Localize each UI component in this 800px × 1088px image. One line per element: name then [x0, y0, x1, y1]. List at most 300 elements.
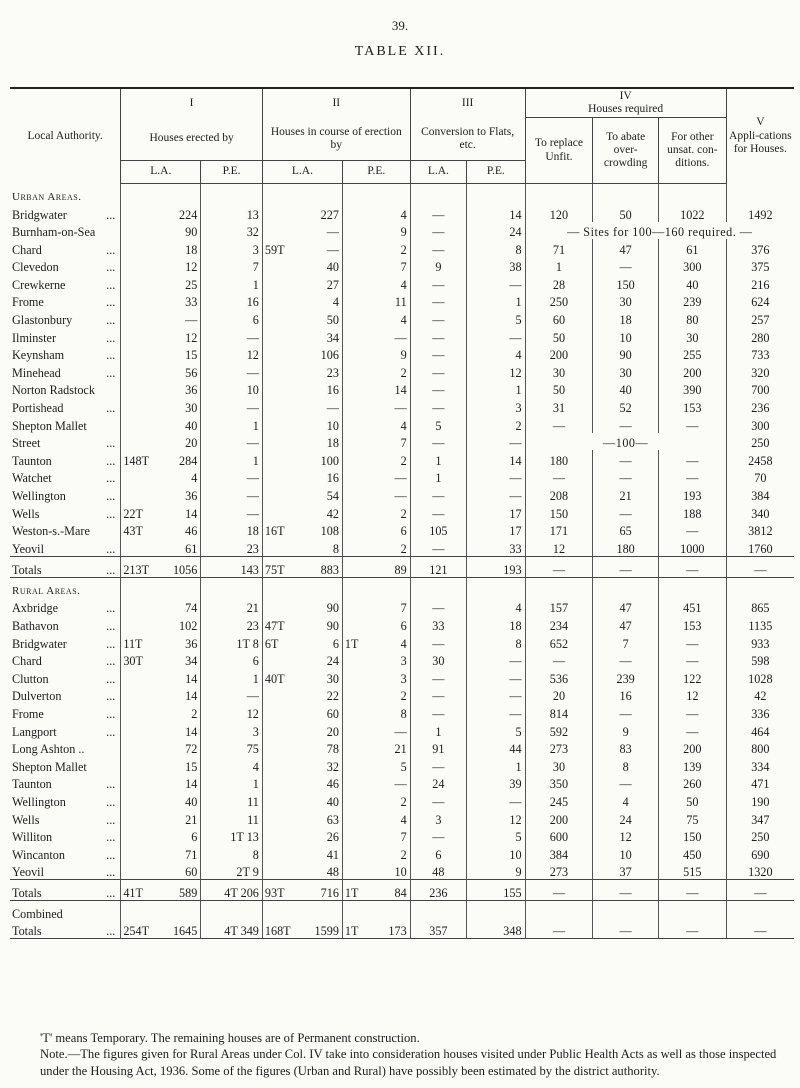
- cell-c2a: —: [293, 222, 342, 240]
- cell-c1p: [121, 598, 154, 616]
- authority-name: [10, 538, 121, 556]
- cell-c5: 2458: [748, 453, 773, 468]
- cell-c2q: [342, 485, 363, 503]
- header-col3-num: III: [410, 88, 525, 118]
- cell-c2b: 3: [363, 651, 410, 669]
- cell-c4b: —: [593, 450, 659, 468]
- housing-table: [10, 87, 794, 939]
- cell-c1p: [121, 415, 154, 433]
- empty-cell: [726, 577, 794, 598]
- cell-c1p: [121, 433, 154, 451]
- cell-c4a: 1: [525, 257, 593, 275]
- table-title: TABLE XII.: [354, 44, 446, 59]
- authority-name: [10, 721, 121, 739]
- leader-dots: ...: [106, 689, 116, 704]
- authority-name: [10, 921, 121, 939]
- cell-c1p: [121, 668, 154, 686]
- cell-c5: 42: [754, 689, 767, 704]
- table-header: [10, 88, 794, 183]
- cell-c3a: —: [410, 538, 466, 556]
- cell-c1b: 16: [201, 292, 263, 310]
- cell-c2a: 40: [293, 791, 342, 809]
- cell-c4a: 171: [525, 521, 593, 539]
- cell-c2p: 75T: [262, 556, 293, 577]
- cell-c4a: 536: [525, 668, 593, 686]
- cell-c2p: 16T: [264, 524, 285, 539]
- rural-row: [10, 844, 794, 862]
- cell-c3a: —: [410, 380, 466, 398]
- cell-c1a: 74: [154, 598, 201, 616]
- cell-c1a: 102: [154, 615, 201, 633]
- cell-c3b: 44: [467, 739, 525, 757]
- empty-cell: [201, 183, 263, 204]
- cell-c2b: —: [363, 774, 410, 792]
- cell-c2p: 168T: [262, 921, 293, 939]
- rural-totals-row: [10, 880, 794, 901]
- cell-c2p: [262, 485, 293, 503]
- cell-c1p: [121, 739, 154, 757]
- cell-c1p: [121, 756, 154, 774]
- cell-c2b: 6: [363, 615, 410, 633]
- authority-label: Frome: [12, 295, 44, 310]
- cell-c4a: 200: [525, 345, 593, 363]
- leader-dots: ...: [106, 313, 116, 328]
- cell-c2p: [262, 809, 293, 827]
- cell-c5: 733: [751, 348, 770, 363]
- cell-c2b: —: [363, 397, 410, 415]
- cell-c3a: —: [410, 433, 466, 451]
- cell-c5: 375: [751, 260, 770, 275]
- header-col1-title: Houses erected by: [121, 118, 263, 161]
- empty-cell: [293, 901, 342, 922]
- combined-label-row: [10, 901, 794, 922]
- cell-c3a: —: [410, 327, 466, 345]
- cell-c4c: 260: [658, 774, 726, 792]
- cell-c2p: [262, 380, 293, 398]
- cell-c3b: 193: [467, 556, 525, 577]
- leader-dots: ...: [106, 777, 116, 792]
- cell-c1p: 213T: [121, 556, 154, 577]
- cell-c4c: 12: [658, 686, 726, 704]
- authority-name: [10, 345, 121, 363]
- cell-c2a: 16: [293, 468, 342, 486]
- cell-c2p: [262, 791, 293, 809]
- cell-c1a: 20: [154, 433, 201, 451]
- rural-row: [10, 809, 794, 827]
- cell-c3a: —: [410, 274, 466, 292]
- cell-c2q: [342, 222, 363, 240]
- cell-c4c: 61: [658, 239, 726, 257]
- empty-cell: [726, 901, 794, 922]
- cell-c3b: 3: [467, 397, 525, 415]
- cell-c5: 1320: [748, 865, 773, 880]
- authority-name: [10, 668, 121, 686]
- leader-dots: ...: [106, 471, 116, 486]
- authority-label: Street: [12, 436, 41, 451]
- leader-dots: ...: [106, 636, 116, 651]
- header-col1-num: I: [121, 88, 263, 118]
- cell-c3a: —: [410, 686, 466, 704]
- cell-c1b: 4T 349: [201, 921, 263, 939]
- cell-c1p: 30T: [123, 654, 143, 669]
- cell-c3b: —: [467, 485, 525, 503]
- cell-c2a: 18: [293, 433, 342, 451]
- cell-c2b: 9: [363, 222, 410, 240]
- cell-c3a: —: [410, 239, 466, 257]
- section-heading: Rural Areas.: [10, 577, 121, 598]
- cell-c2b: 9: [363, 345, 410, 363]
- empty-cell: [293, 183, 342, 204]
- cell-c4a: 157: [525, 598, 593, 616]
- cell-c3b: 4: [467, 598, 525, 616]
- authority-label: Keynsham: [12, 348, 65, 363]
- header-col5: [726, 88, 794, 183]
- leader-dots: ...: [106, 330, 116, 345]
- leader-dots: ...: [106, 541, 116, 556]
- cell-c4c: —: [658, 703, 726, 721]
- cell-c5: 471: [751, 777, 770, 792]
- cell-c3b: —: [467, 668, 525, 686]
- cell-c3b: —: [467, 274, 525, 292]
- empty-cell: [410, 901, 466, 922]
- cell-c2q: [342, 615, 363, 633]
- cell-c2b: —: [363, 485, 410, 503]
- empty-cell: [410, 577, 466, 598]
- authority-label: Yeovil: [12, 541, 44, 556]
- cell-c5: 336: [751, 706, 770, 721]
- cell-c2b: 21: [363, 739, 410, 757]
- leader-dots: ...: [106, 242, 116, 257]
- cell-c4a: 31: [525, 397, 593, 415]
- empty-cell: [262, 577, 293, 598]
- cell-c2a: 54: [293, 485, 342, 503]
- rural-row: [10, 791, 794, 809]
- leader-dots: ...: [106, 794, 116, 809]
- authority-name: [10, 433, 121, 451]
- cell-c2q: [342, 362, 363, 380]
- cell-c4c: —: [658, 633, 726, 651]
- cell-c1b: 143: [201, 556, 263, 577]
- cell-c1a: 90: [154, 222, 201, 240]
- cell-c3a: —: [410, 598, 466, 616]
- cell-c4c: 390: [658, 380, 726, 398]
- leader-dots: ...: [106, 260, 116, 275]
- authority-label: Bathavon: [12, 618, 59, 633]
- cell-c2a: 10: [293, 415, 342, 433]
- cell-c1a: 224: [154, 204, 201, 222]
- empty-cell: [262, 901, 293, 922]
- authority-name: [10, 791, 121, 809]
- cell-c4b: 21: [593, 485, 659, 503]
- cell-c3a: —: [410, 292, 466, 310]
- cell-c1a: 14: [154, 774, 201, 792]
- cell-c2a: 108: [293, 521, 342, 539]
- cell-c4c: 75: [658, 809, 726, 827]
- cell-c2p: [262, 703, 293, 721]
- leader-dots: ...: [106, 436, 116, 451]
- cell-c2q: [342, 827, 363, 845]
- cell-c1a: 72: [154, 739, 201, 757]
- authority-name: [10, 756, 121, 774]
- cell-c4c: 300: [658, 257, 726, 275]
- cell-c2p: [262, 862, 293, 880]
- authority-label: Burnham-on-Sea: [12, 225, 96, 240]
- header-col3-title: Conversion to Flats, etc.: [410, 118, 525, 161]
- cell-c4a: 384: [525, 844, 593, 862]
- cell-c2a: 24: [293, 651, 342, 669]
- leader-dots: ...: [106, 812, 116, 827]
- cell-c4c: —: [658, 468, 726, 486]
- cell-c3a: —: [410, 791, 466, 809]
- cell-c5: 800: [751, 742, 770, 757]
- empty-cell: [201, 577, 263, 598]
- cell-c1b: 21: [201, 598, 263, 616]
- spanned-note: — Sites for 100—160 required. —: [567, 225, 753, 240]
- cell-c2a: 90: [293, 615, 342, 633]
- cell-c4a: 245: [525, 791, 593, 809]
- cell-c2p: [262, 503, 293, 521]
- cell-c1a: 36: [154, 380, 201, 398]
- urban-row: [10, 485, 794, 503]
- cell-c3b: 1: [467, 380, 525, 398]
- empty-cell: [342, 577, 363, 598]
- cell-c4a: 250: [525, 292, 593, 310]
- rural-row: [10, 827, 794, 845]
- cell-c1b: 1: [201, 415, 263, 433]
- cell-c3b: 9: [467, 862, 525, 880]
- empty-cell: [525, 183, 593, 204]
- cell-c2q: [342, 668, 363, 686]
- cell-c2a: 26: [293, 827, 342, 845]
- cell-c2a: 40: [293, 257, 342, 275]
- urban-row: [10, 204, 794, 222]
- cell-c4a: 592: [525, 721, 593, 739]
- authority-name: [10, 739, 121, 757]
- cell-c2b: 2: [363, 362, 410, 380]
- cell-c4a: —: [525, 556, 593, 577]
- cell-c4b: 12: [593, 827, 659, 845]
- cell-c1p: [121, 721, 154, 739]
- authority-name: [10, 633, 121, 651]
- cell-c3a: 3: [410, 809, 466, 827]
- cell-c2a: 27: [293, 274, 342, 292]
- cell-c3b: 4: [467, 345, 525, 363]
- cell-c3b: 38: [467, 257, 525, 275]
- cell-c2a: 42: [293, 503, 342, 521]
- cell-c4a: 50: [525, 380, 593, 398]
- cell-c2a: —: [293, 239, 342, 257]
- cell-c2b: —: [363, 468, 410, 486]
- cell-c2q: [342, 756, 363, 774]
- authority-name: [10, 327, 121, 345]
- cell-c1a: 36: [154, 485, 201, 503]
- cell-c1b: —: [201, 503, 263, 521]
- cell-c1a: 34: [154, 651, 201, 669]
- cell-c1b: 1: [201, 450, 263, 468]
- cell-c5: 1028: [748, 671, 773, 686]
- cell-c5: 334: [751, 759, 770, 774]
- cell-c2a: 32: [293, 756, 342, 774]
- header-col3-la: L.A.: [410, 160, 466, 183]
- rural-row: [10, 703, 794, 721]
- cell-c1p: [121, 774, 154, 792]
- empty-cell: [363, 901, 410, 922]
- cell-c5: 347: [751, 812, 770, 827]
- leader-dots: ...: [106, 865, 116, 880]
- empty-cell: [154, 183, 201, 204]
- cell-c1b: 23: [201, 615, 263, 633]
- header-col2-num: II: [262, 88, 410, 118]
- empty-cell: [525, 901, 593, 922]
- combined-label: Combined: [10, 901, 121, 922]
- cell-c2q: [342, 415, 363, 433]
- cell-c5: —: [726, 921, 794, 939]
- cell-c2b: 3: [363, 668, 410, 686]
- cell-c1b: 32: [201, 222, 263, 240]
- cell-c1p: 41T: [121, 880, 154, 901]
- cell-c2b: 11: [363, 292, 410, 310]
- cell-c3b: —: [467, 651, 525, 669]
- cell-c2q: [342, 598, 363, 616]
- header-col1-la: L.A.: [121, 160, 201, 183]
- cell-c2a: 60: [293, 703, 342, 721]
- leader-dots: ...: [106, 277, 116, 292]
- cell-c3b: 5: [467, 827, 525, 845]
- cell-c1b: 13: [201, 204, 263, 222]
- authority-name: [10, 703, 121, 721]
- cell-c3a: —: [410, 503, 466, 521]
- cell-c5: 300: [751, 418, 770, 433]
- cell-c5: 624: [751, 295, 770, 310]
- cell-c1p: [121, 844, 154, 862]
- cell-c2q: [342, 538, 363, 556]
- cell-c3a: 48: [410, 862, 466, 880]
- cell-c4b: 9: [593, 721, 659, 739]
- cell-c4b: 10: [593, 327, 659, 345]
- cell-c2a: 16: [293, 380, 342, 398]
- cell-c2b: 4: [363, 415, 410, 433]
- cell-c2p: [262, 739, 293, 757]
- cell-c4c: 80: [658, 310, 726, 328]
- cell-c1p: [121, 239, 154, 257]
- cell-c5: 250: [751, 830, 770, 845]
- cell-c1b: —: [201, 433, 263, 451]
- cell-c4b: 4: [593, 791, 659, 809]
- authority-label: Bridgwater: [12, 636, 67, 651]
- cell-c3b: 33: [467, 538, 525, 556]
- cell-c4c: 40: [658, 274, 726, 292]
- cell-c2p: [262, 327, 293, 345]
- cell-c2q: [342, 292, 363, 310]
- cell-c2q: [342, 791, 363, 809]
- cell-c1p: [121, 397, 154, 415]
- cell-c1a: 2: [154, 703, 201, 721]
- cell-c1p: [121, 827, 154, 845]
- cell-c3b: 14: [467, 204, 525, 222]
- cell-c2a: —: [293, 397, 342, 415]
- cell-c3b: 8: [467, 633, 525, 651]
- cell-c2b: 7: [363, 827, 410, 845]
- cell-c3b: 12: [467, 809, 525, 827]
- urban-row: [10, 274, 794, 292]
- cell-c4c: 1000: [658, 538, 726, 556]
- authority-label: Frome: [12, 706, 44, 721]
- urban-row: [10, 380, 794, 398]
- cell-c1a: 25: [154, 274, 201, 292]
- authority-label: Yeovil: [12, 865, 44, 880]
- cell-c2q: [342, 651, 363, 669]
- leader-dots: ...: [106, 654, 116, 669]
- leader-dots: ...: [106, 295, 116, 310]
- cell-c3b: 1: [467, 756, 525, 774]
- empty-cell: [121, 183, 154, 204]
- cell-c4b: —: [593, 651, 659, 669]
- cell-c2b: 2: [363, 450, 410, 468]
- cell-c1b: —: [201, 327, 263, 345]
- cell-c2b: 5: [363, 756, 410, 774]
- cell-c2p: [262, 292, 293, 310]
- leader-dots: ...: [106, 830, 116, 845]
- cell-c1a: 14: [154, 686, 201, 704]
- cell-c5: 340: [751, 506, 770, 521]
- cell-c4b: 90: [593, 345, 659, 363]
- cell-c4b: —: [593, 468, 659, 486]
- authority-label: Taunton: [12, 453, 52, 468]
- cell-c5: 933: [751, 636, 770, 651]
- cell-c5: 3812: [748, 524, 773, 539]
- cell-c1p: [121, 380, 154, 398]
- cell-c4a: 350: [525, 774, 593, 792]
- authority-label: Clutton: [12, 671, 49, 686]
- authority-name: [10, 651, 121, 669]
- cell-c1p: [121, 862, 154, 880]
- cell-c4a: —: [525, 880, 593, 901]
- header-col2-la: L.A.: [262, 160, 342, 183]
- empty-cell: [593, 183, 659, 204]
- cell-c1a: 12: [154, 327, 201, 345]
- cell-c3b: 8: [467, 239, 525, 257]
- cell-c2a: 50: [293, 310, 342, 328]
- cell-c4b: 30: [593, 362, 659, 380]
- cell-c2p: [262, 222, 293, 240]
- cell-c1b: —: [201, 485, 263, 503]
- spanned-note: —100—: [525, 433, 726, 451]
- cell-c1p: [121, 292, 154, 310]
- cell-c5: 1760: [726, 538, 794, 556]
- cell-c4c: 255: [658, 345, 726, 363]
- cell-c2p: 93T: [262, 880, 293, 901]
- cell-c4b: —: [593, 921, 659, 939]
- cell-c4b: 50: [593, 204, 659, 222]
- leader-dots: ...: [106, 506, 116, 521]
- leader-dots: ...: [106, 365, 116, 380]
- urban-row: [10, 397, 794, 415]
- cell-c2p: [262, 844, 293, 862]
- header-col4a: To replace Unfit.: [525, 118, 593, 184]
- cell-c2b: 173: [363, 921, 410, 939]
- cell-c1b: 3: [201, 239, 263, 257]
- cell-c4a: 30: [525, 362, 593, 380]
- authority-label: Long Ashton ..: [12, 742, 85, 757]
- authority-label: Bridgwater: [12, 207, 67, 222]
- cell-c5: 464: [751, 724, 770, 739]
- cell-c1p: [121, 310, 154, 328]
- cell-c4b: —: [593, 257, 659, 275]
- rural-section-row: [10, 577, 794, 598]
- cell-c4b: 47: [593, 239, 659, 257]
- cell-c1b: —: [201, 468, 263, 486]
- rural-row: [10, 739, 794, 757]
